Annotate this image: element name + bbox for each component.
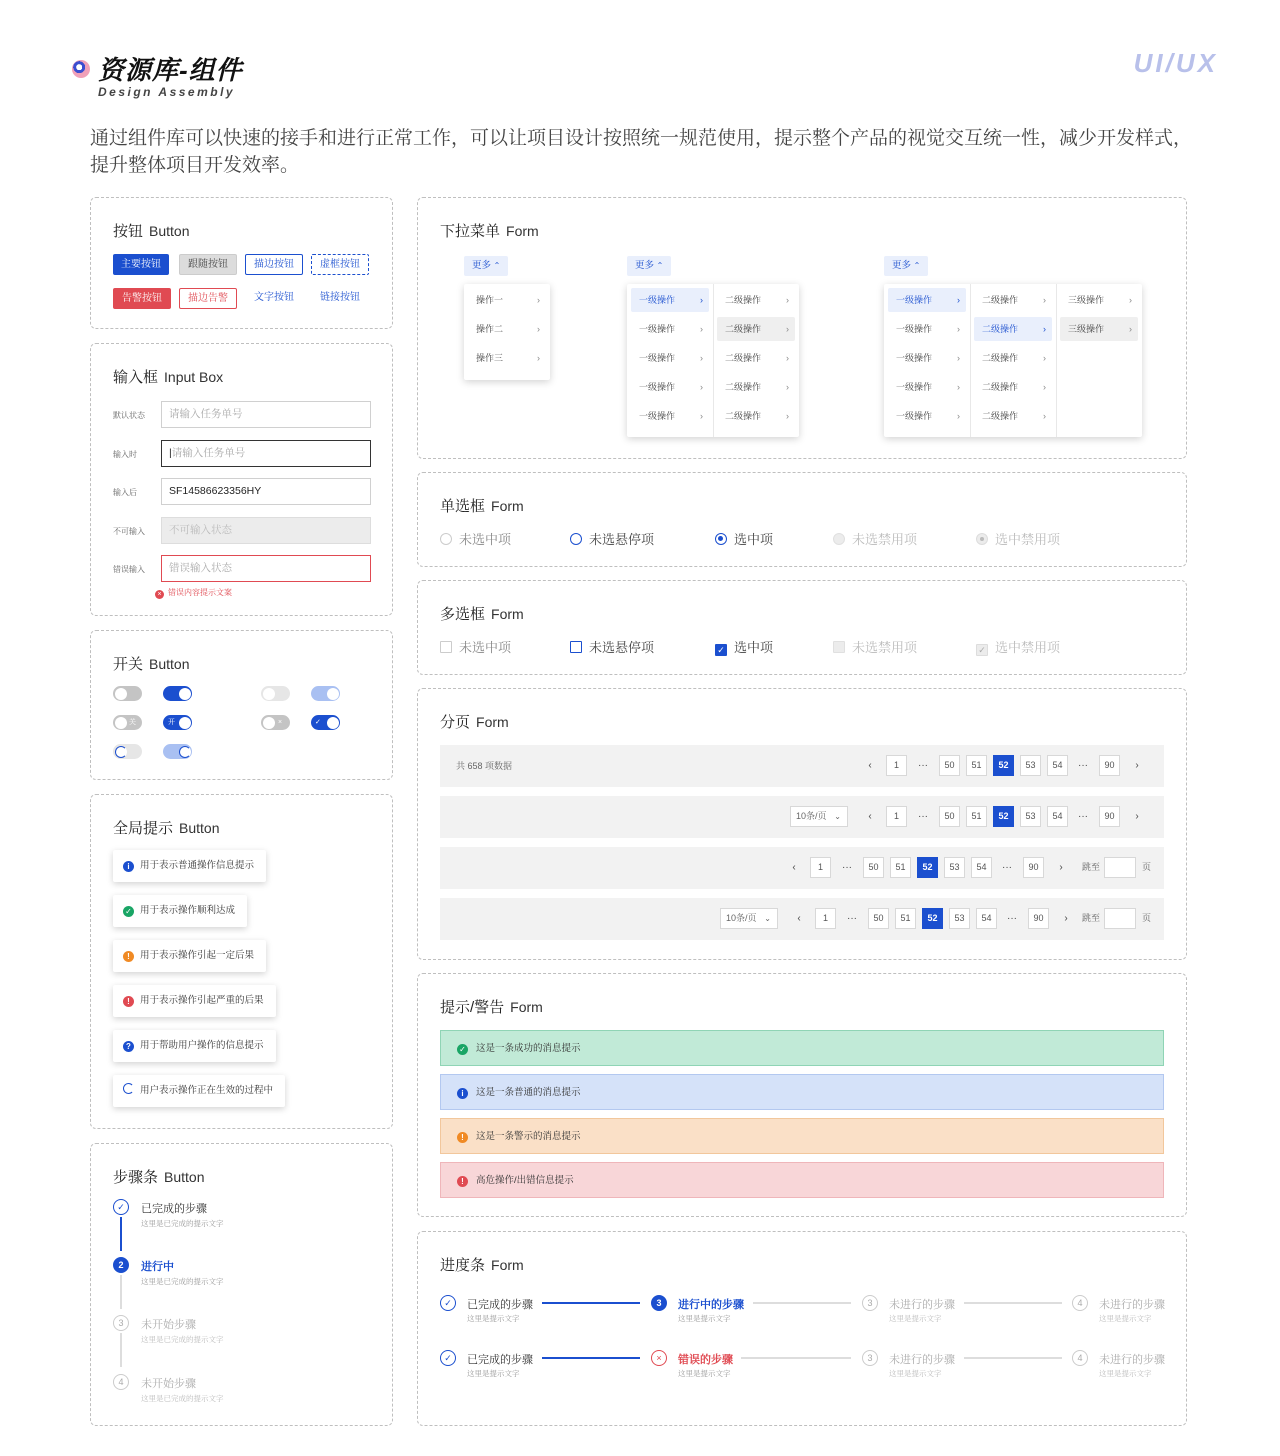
next-page-icon[interactable]: › [1135,760,1139,771]
radio-checked-disabled: 选中禁用项 [976,529,1060,548]
page-button-current[interactable]: 52 [993,755,1014,776]
brand-mark: UI/UX [1133,48,1218,78]
warning-icon: ! [123,951,134,962]
page-button[interactable]: 1 [810,857,831,878]
step-title: 已完成的步骤 [467,1354,533,1366]
dropdown-trigger[interactable]: 更多 ⌃ [627,256,671,276]
step-connector [120,1275,122,1309]
focused-input[interactable]: |请输入任务单号 [161,440,371,467]
step-title: 未开始步骤 [141,1319,196,1331]
next-page-icon[interactable]: › [1059,862,1063,873]
menu-item[interactable]: 操作三 › [468,346,546,370]
page-button[interactable]: 90 [1099,755,1120,776]
cascade-menu [884,284,1142,437]
ellipsis[interactable]: ··· [1007,913,1017,924]
page-button[interactable]: 54 [1047,806,1068,827]
filled-input[interactable]: SF14586623356HY [161,478,371,505]
dropdown-trigger[interactable]: 更多 ⌃ [464,256,508,276]
pagination-card [417,688,1187,960]
menu-item-level2[interactable]: 二级操作 › [974,375,1052,399]
menu-item-level1[interactable]: 一级操作 › [631,288,709,312]
switch-on[interactable] [163,686,192,701]
step-title: 未进行的步骤 [889,1354,955,1366]
chevron-right-icon: › [957,324,960,334]
step-title: 未进行的步骤 [1099,1299,1165,1311]
next-page-icon[interactable]: › [1064,913,1068,924]
prev-page-icon[interactable]: ‹ [868,760,872,771]
chevron-right-icon: › [786,295,789,305]
chevron-right-icon: › [1043,382,1046,392]
menu-item[interactable]: 操作二 › [468,317,546,341]
menu-item-level2[interactable]: 二级操作 › [974,317,1052,341]
step-sub: 这里是提示文字 [467,1369,520,1378]
check-icon: ✓ [715,644,727,656]
chevron-right-icon: › [1043,353,1046,363]
step-sub: 这里是提示文字 [467,1314,520,1323]
menu-item-level2[interactable]: 二级操作 › [717,404,795,428]
follow-button[interactable]: 跟随按钮 [179,254,237,275]
chevron-right-icon: › [1043,295,1046,305]
page-button[interactable]: 1 [886,755,907,776]
text-button[interactable]: 文字按钮 [254,292,294,303]
alert-success: ✓ 这是一条成功的消息提示 [440,1030,1164,1066]
switch-on-icon[interactable]: ✓ [311,715,340,730]
page-button[interactable]: 53 [949,908,970,929]
step-title: 已完成的步骤 [467,1299,533,1311]
outline-button[interactable]: 描边按钮 [245,254,303,275]
step-connector [964,1357,1062,1359]
menu-item-level1[interactable]: 一级操作 › [631,404,709,428]
ellipsis[interactable]: ··· [1078,760,1088,771]
goto-input[interactable] [1104,908,1136,929]
page-button[interactable]: 53 [944,857,965,878]
next-page-icon[interactable]: › [1135,811,1139,822]
chevron-right-icon: › [1043,324,1046,334]
toast-help: ? 用于帮助用户操作的信息提示 [113,1030,276,1062]
alert-card [417,973,1187,1217]
page-button[interactable]: 54 [1047,755,1068,776]
goto-label: 跳至 [1082,913,1101,923]
menu-item-level1[interactable]: 一级操作 › [888,404,966,428]
chevron-right-icon: › [957,382,960,392]
menu-item-level2[interactable]: 二级操作 › [974,346,1052,370]
step-wait-icon: 3 [113,1315,129,1331]
prev-page-icon[interactable]: ‹ [797,913,801,924]
error-icon: ! [457,1176,468,1187]
page-button[interactable]: 53 [1020,806,1041,827]
card-title: 下拉菜单 Form [440,223,539,240]
link-button[interactable]: 链接按钮 [320,292,360,303]
prev-page-icon[interactable]: ‹ [868,811,872,822]
page-button[interactable]: 90 [1023,857,1044,878]
prev-page-icon[interactable]: ‹ [792,862,796,873]
pagination-bar [440,898,1164,940]
menu-item-level1[interactable]: 一级操作 › [888,288,966,312]
card-title: 按钮 Button [113,223,190,240]
menu-item-level2[interactable]: 二级操作 › [717,317,795,341]
page-button-current[interactable]: 52 [922,908,943,929]
card-title: 输入框 Input Box [113,369,224,386]
checkbox-checked[interactable]: ✓ 选中项 [715,637,773,656]
chevron-right-icon: › [537,353,540,363]
checkbox-hover[interactable]: 未选悬停项 [570,637,654,656]
dashed-button[interactable]: 虚框按钮 [311,254,369,275]
card-title: 多选框 Form [440,606,524,623]
checkbox-unchecked[interactable]: 未选中项 [440,637,511,656]
page-button[interactable]: 51 [890,857,911,878]
chevron-right-icon: › [786,382,789,392]
chevron-right-icon: › [957,295,960,305]
page-button[interactable]: 90 [1028,908,1049,929]
success-icon: ✓ [457,1044,468,1055]
page-button[interactable]: 50 [868,908,889,929]
logo-icon [72,60,90,78]
goto-label: 跳至 [1082,862,1101,872]
step-title: 已完成的步骤 [141,1203,207,1215]
switch-off-text[interactable]: 关 [113,715,142,730]
step-sub: 这里是提示文字 [678,1369,731,1378]
menu-item-level1[interactable]: 一级操作 › [631,375,709,399]
chevron-right-icon: › [786,353,789,363]
switch-loading-on [163,744,192,759]
page-button[interactable]: 50 [863,857,884,878]
chevron-down-icon: ⌄ [834,812,841,821]
info-icon: i [457,1088,468,1099]
warning-icon: ! [457,1132,468,1143]
goto-input[interactable] [1104,857,1136,878]
step-sub: 这里是提示文字 [889,1314,942,1323]
page-button[interactable]: 54 [971,857,992,878]
page-button[interactable]: 1 [815,908,836,929]
step-done-icon: ✓ [113,1199,129,1215]
menu-item-level1[interactable]: 一级操作 › [631,346,709,370]
switch-card [90,630,393,780]
chevron-up-icon: ⌃ [493,261,501,270]
step-sub: 这里是提示文字 [678,1314,731,1323]
step-title: 未进行的步骤 [1099,1354,1165,1366]
card-title: 单选框 Form [440,498,524,515]
input-card [90,343,393,616]
chevron-down-icon: ⌄ [764,914,771,923]
page-button-current[interactable]: 52 [917,857,938,878]
steps-card [90,1143,393,1426]
menu-item-level1[interactable]: 一级操作 › [631,317,709,341]
chevron-right-icon: › [1043,411,1046,421]
step-sub: 这里是已完成的提示文字 [141,1335,224,1344]
card-title: 全局提示 Button [113,820,220,837]
check-icon: ✓ [976,644,988,656]
chevron-right-icon: › [700,295,703,305]
step-sub: 这里是提示文字 [1099,1369,1152,1378]
error-tip: × 错误内容提示文案 [155,587,232,599]
chevron-right-icon: › [1129,324,1132,334]
switch-loading-off [113,744,142,759]
ellipsis[interactable]: ··· [918,811,928,822]
chevron-right-icon: › [786,324,789,334]
page-button[interactable]: 51 [895,908,916,929]
page-button[interactable]: 90 [1099,806,1120,827]
toast-error: ! 用于表示操作引起严重的后果 [113,985,276,1017]
alert-error: ! 高危操作/出错信息提示 [440,1162,1164,1198]
default-input[interactable]: 请输入任务单号 [161,401,371,428]
menu-item-level2[interactable]: 二级操作 › [717,288,795,312]
step-connector [120,1217,122,1251]
toast-success: ✓ 用于表示操作顺利达成 [113,895,247,927]
alert-info: i 这是一条普通的消息提示 [440,1074,1164,1110]
input-label: 默认状态 [113,411,145,420]
primary-button[interactable]: 主要按钮 [113,254,169,275]
pagination-total: 共 658 项数据 [456,761,513,771]
page-button[interactable]: 50 [939,806,960,827]
step-done-icon: ✓ [440,1295,456,1311]
page-size-select[interactable]: 10条/页 ⌄ [790,806,848,827]
button-card [90,197,393,329]
chevron-right-icon: › [786,411,789,421]
step-connector [741,1357,851,1359]
toast-warning: ! 用于表示操作引起一定后果 [113,940,266,972]
step-wait-icon: 4 [1072,1295,1088,1311]
page-subtitle: Design Assembly [98,85,236,99]
menu-item-level1[interactable]: 一级操作 › [888,375,966,399]
chevron-up-icon: ⌃ [656,261,664,270]
chevron-right-icon: › [700,411,703,421]
danger-outline-button[interactable]: 描边告警 [179,288,237,309]
chevron-right-icon: › [957,411,960,421]
error-icon: × [155,590,164,599]
checkbox-checked-disabled: ✓ 选中禁用项 [976,637,1060,656]
toast-loading: 用户表示操作正在生效的过程中 [113,1075,285,1107]
menu-item-level2[interactable]: 二级操作 › [717,375,795,399]
card-title: 提示/警告 Form [440,999,543,1016]
checkbox-card [417,580,1187,675]
step-sub: 这里是已完成的提示文字 [141,1219,224,1228]
error-input[interactable]: 错误输入状态 [161,555,371,582]
card-title: 步骤条 Button [113,1169,205,1186]
progress-card [417,1231,1187,1426]
switch-off-icon[interactable]: × [261,715,290,730]
step-connector [964,1302,1062,1304]
error-icon: ! [123,996,134,1007]
step-title: 错误的步骤 [678,1354,733,1366]
intro-text: 通过组件库可以快速的接手和进行正常工作，可以让项目设计按照统一规范使用，提示整个产品的视觉交互统一性，减少开发样式，提升整体项目开发效率。 [90,128,1193,176]
loading-icon [123,1083,134,1094]
ellipsis[interactable]: ··· [847,913,857,924]
input-label: 输入时 [113,450,137,459]
chevron-right-icon: › [537,324,540,334]
pagination-bar [440,847,1164,889]
ellipsis[interactable]: ··· [1002,862,1012,873]
menu-item-level1[interactable]: 一级操作 › [888,317,966,341]
card-title: 进度条 Form [440,1257,524,1274]
menu-item[interactable]: 操作一 › [468,288,546,312]
step-wait-icon: 4 [1072,1350,1088,1366]
page-title: 资源库-组件 [98,55,243,85]
radio-checked[interactable]: 选中项 [715,529,773,548]
switch-off-disabled [261,686,290,701]
chevron-right-icon: › [700,324,703,334]
dropdown-menu [464,284,550,380]
pagination-bar [440,745,1164,787]
dropdown-card [417,197,1187,459]
input-label: 错误输入 [113,565,145,574]
step-wait-icon: 3 [862,1295,878,1311]
input-label: 不可输入 [113,527,145,536]
step-active-icon: 2 [113,1257,129,1273]
toast-info: i 用于表示普通操作信息提示 [113,850,266,882]
page-button[interactable]: 51 [966,755,987,776]
step-wait-icon: 3 [862,1350,878,1366]
step-title: 未开始步骤 [141,1378,196,1390]
chevron-up-icon: ⌃ [913,261,921,270]
step-connector [120,1333,122,1367]
menu-item-level2[interactable]: 二级操作 › [974,288,1052,312]
step-title: 进行中 [141,1261,174,1273]
menu-item-level3[interactable]: 三级操作 › [1060,317,1138,341]
menu-item-level1[interactable]: 一级操作 › [888,346,966,370]
radio-unchecked[interactable]: 未选中项 [440,529,511,548]
step-sub: 这里是已完成的提示文字 [141,1394,224,1403]
page-button[interactable]: 53 [1020,755,1041,776]
chevron-right-icon: › [1129,295,1132,305]
step-sub: 这里是提示文字 [889,1369,942,1378]
alert-warning: ! 这是一条警示的消息提示 [440,1118,1164,1154]
page-size-select[interactable]: 10条/页 ⌄ [720,908,778,929]
danger-button[interactable]: 告警按钮 [113,288,171,309]
switch-on-disabled [311,686,340,701]
chevron-right-icon: › [957,353,960,363]
step-connector [542,1302,640,1304]
switch-off[interactable] [113,686,142,701]
page-button[interactable]: 50 [939,755,960,776]
step-connector [542,1357,640,1359]
step-done-icon: ✓ [440,1350,456,1366]
pagination-bar [440,796,1164,838]
page-button-current[interactable]: 52 [993,806,1014,827]
disabled-input: 不可输入状态 [161,517,371,544]
radio-card [417,472,1187,567]
ellipsis[interactable]: ··· [918,760,928,771]
switch-on-text[interactable]: 开 [163,715,192,730]
page-unit-label: 页 [1142,862,1152,872]
step-wait-icon: 4 [113,1374,129,1390]
step-sub: 这里是提示文字 [1099,1314,1152,1323]
ellipsis[interactable]: ··· [842,862,852,873]
step-error-icon: × [651,1350,667,1366]
page-unit-label: 页 [1142,913,1152,923]
step-sub: 这里是已完成的提示文字 [141,1277,224,1286]
card-title: 开关 Button [113,656,190,673]
cascade-menu [627,284,799,437]
ellipsis[interactable]: ··· [1078,811,1088,822]
step-title: 进行中的步骤 [678,1299,744,1311]
toast-card [90,794,393,1129]
chevron-right-icon: › [700,382,703,392]
dropdown-trigger[interactable]: 更多 ⌃ [884,256,928,276]
success-icon: ✓ [123,906,134,917]
radio-disabled: 未选禁用项 [833,529,917,548]
chevron-right-icon: › [700,353,703,363]
radio-hover[interactable]: 未选悬停项 [570,529,654,548]
page-button[interactable]: 1 [886,806,907,827]
page-button[interactable]: 54 [976,908,997,929]
help-icon: ? [123,1041,134,1052]
input-label: 输入后 [113,488,137,497]
chevron-right-icon: › [537,295,540,305]
step-title: 未进行的步骤 [889,1299,955,1311]
info-icon: i [123,861,134,872]
menu-item-level2[interactable]: 二级操作 › [974,404,1052,428]
card-title: 分页 Form [440,714,509,731]
checkbox-disabled: 未选禁用项 [833,637,917,656]
step-connector [753,1302,851,1304]
page-button[interactable]: 51 [966,806,987,827]
step-active-icon: 3 [651,1295,667,1311]
menu-item-level2[interactable]: 二级操作 › [717,346,795,370]
menu-item-level3[interactable]: 三级操作 › [1060,288,1138,312]
